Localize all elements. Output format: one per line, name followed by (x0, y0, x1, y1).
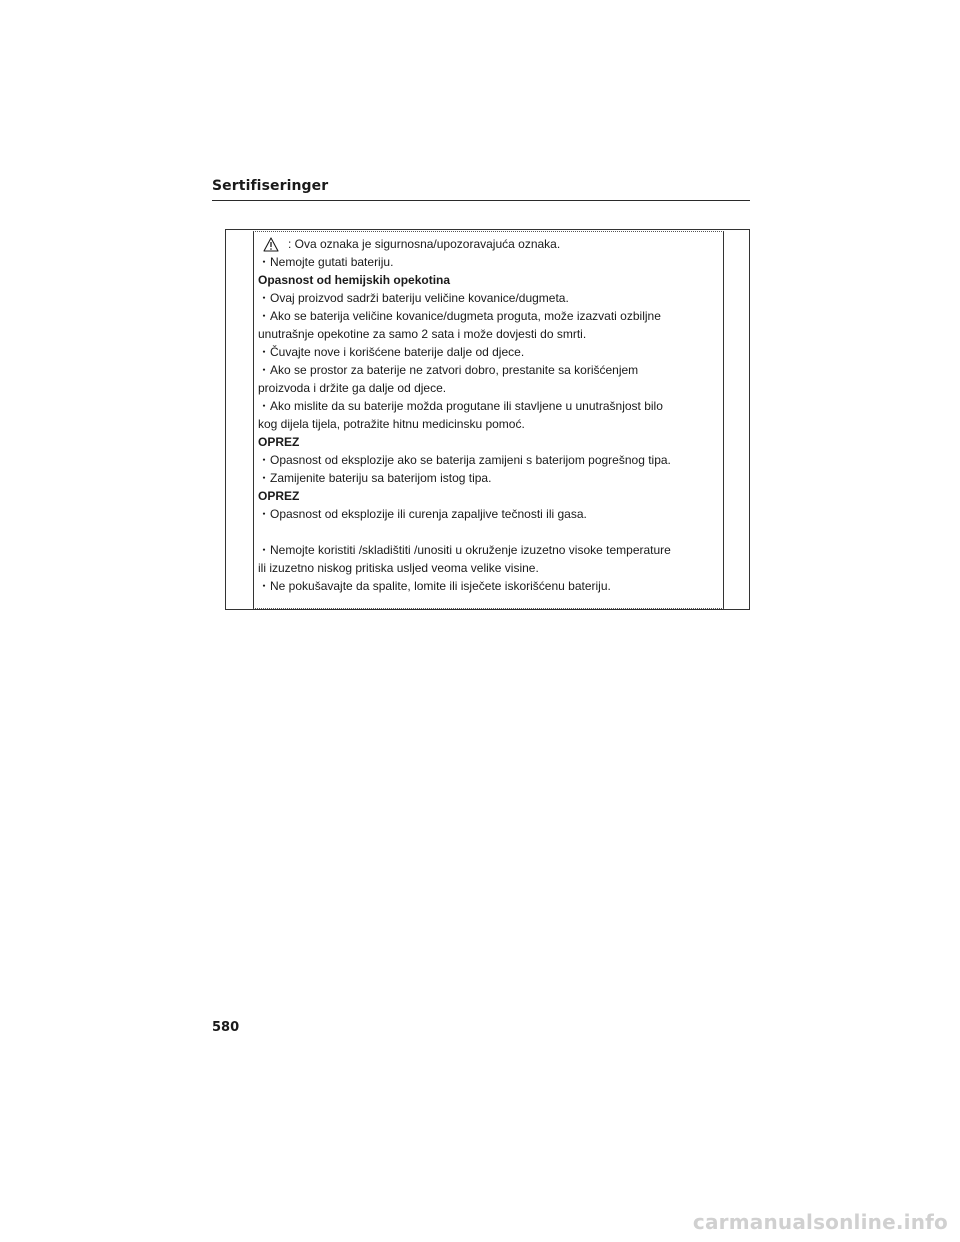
warning-line: ・Nemojte koristiti /skladištiti /unositi u okruženje izuzetno visoke temperature (258, 543, 671, 557)
warning-line: ・Zamijenite bateriju sa baterijom istog tipa. (258, 471, 492, 485)
warning-line: ・Ako se prostor za baterije ne zatvori dobro, prestanite sa korišćenjem (258, 363, 639, 377)
warning-line: ・Ako mislite da su baterije možda progutane ili stavljene u unutrašnjost bilo (258, 399, 663, 413)
warning-line: ・Ako se baterija veličine kovanice/dugmeta proguta, može izazvati ozbiljne (258, 309, 661, 323)
warning-line: ・Ne pokušavajte da spalite, lomite ili isječete iskorišćenu bateriju. (258, 579, 611, 593)
warning-line: ・Ovaj proizvod sadrži bateriju veličine kovanice/dugmeta. (258, 291, 569, 305)
warning-heading: OPREZ (258, 489, 300, 503)
warning-symbol-row (258, 235, 718, 253)
blank-line (258, 523, 718, 541)
warning-heading: Opasnost od hemijskih opekotina (258, 273, 451, 287)
watermark: carmanualsonline.info (692, 1210, 948, 1234)
section-title: Sertifiseringer (212, 178, 329, 194)
warning-line: ・Nemojte gutati bateriju. (258, 255, 394, 269)
warning-line: ・Opasnost od eksplozije ako se baterija zamijeni s baterijom pogrešnog tipa. (258, 453, 671, 467)
warning-line: ili izuzetno niskog pritiska usljed veoma velike visine. (258, 561, 539, 575)
warning-lines (258, 253, 718, 595)
warning-symbol-text: : Ova oznaka je sigurnosna/upozoravajuća oznaka. (288, 237, 561, 251)
warning-line: unutrašnje opekotine za samo 2 sata i može dovjesti do smrti. (258, 327, 587, 341)
section-header (212, 178, 750, 201)
warning-line: ・Opasnost od eksplozije ili curenja zapaljive tečnosti ili gasa. (258, 507, 587, 521)
page-number: 580 (212, 1020, 240, 1035)
warning-line: kog dijela tijela, potražite hitnu medicinsku pomoć. (258, 417, 525, 431)
warning-line: ・Čuvajte nove i korišćene baterije dalje od djece. (258, 345, 525, 359)
warning-line: proizvoda i držite ga dalje od djece. (258, 381, 447, 395)
warning-triangle-icon (263, 237, 279, 252)
warning-heading: OPREZ (258, 435, 300, 449)
warning-content (258, 235, 718, 595)
